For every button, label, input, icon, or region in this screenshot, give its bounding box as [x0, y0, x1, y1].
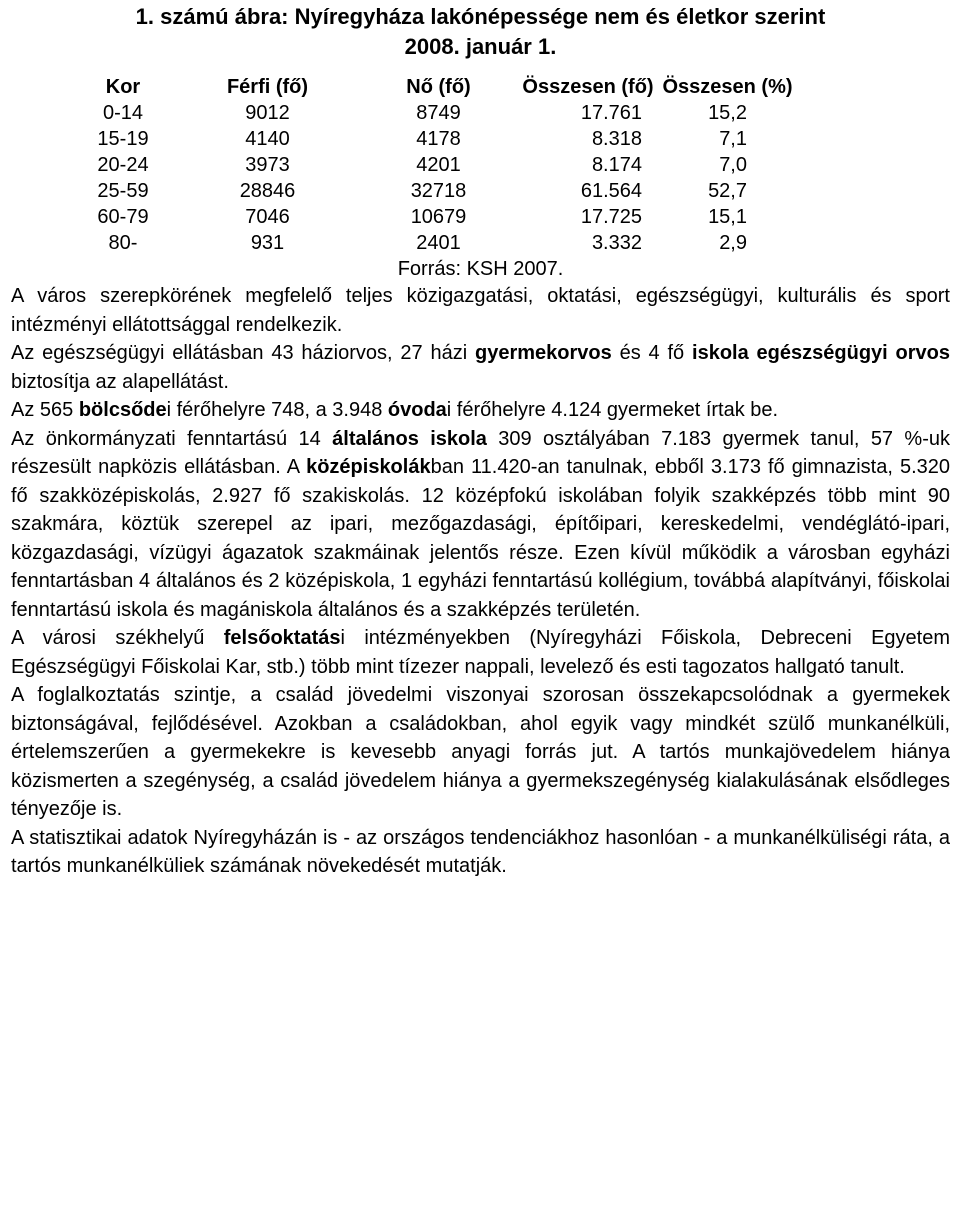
cell-total	[516, 178, 660, 204]
cell-female: 4178	[416, 128, 461, 150]
header-total: Összesen (fő)	[522, 76, 654, 98]
cell-percent-value: 2,9	[719, 232, 747, 254]
cell-percent	[660, 152, 795, 178]
paragraph-text: i intézményekben (Nyíregyházi Főiskola, Debreceni Egyetem Egészségügyi Főiskolai Kar, stb.) több mint tízezer nappali, levelező és esti tagozatos hallgató tanult.	[11, 627, 950, 678]
cell-total-value: 8.174	[591, 154, 642, 176]
cell-total-value: 61.564	[580, 180, 642, 202]
header-male: Férfi (fő)	[226, 76, 309, 98]
table-row	[72, 152, 795, 178]
cell-total	[516, 204, 660, 230]
table-row	[72, 204, 795, 230]
figure-title-line-2: 2008. január 1.	[404, 34, 557, 59]
paragraph-text: Az 565	[11, 399, 79, 421]
paragraph-city-role: A város szerepkörének megfelelő teljes közigazgatási, oktatási, egészségügyi, kulturális és sport intézményi ellátottsággal rendelkezik.	[11, 285, 950, 336]
cell-percent-value: 7,1	[719, 128, 747, 150]
table-row	[72, 178, 795, 204]
cell-total-value: 8.318	[591, 128, 642, 150]
cell-male: 9012	[245, 102, 290, 124]
cell-percent-value: 15,2	[708, 102, 747, 124]
paragraph-statistics: A statisztikai adatok Nyíregyházán is - az országos tendenciákhoz hasonlóan - a munkanélküliségi ráta, a tartós munkanélküliek számának növekedését mutatják.	[11, 826, 950, 877]
cell-total	[516, 100, 660, 126]
bold-term: iskola egészségügyi orvos	[692, 342, 951, 364]
paragraph-text: ban 11.420-an tanulnak, ebből 3.173 fő gimnazista, 5.320 fő szakközépiskolás, 2.927 fő szakiskolás. 12 középfokú iskolában folyik szakképzés több mint 90 szakmára, köztük szerepel az ipari, mezőgazdasági, építőipari, kereskedelmi, vendéglátó-ipari, közgazdasági, vízügyi ágazatok szakmáinak jelentős része. Ezen kívül működik a városban egyházi fenntartásban 4 általános és 2 középiskola, 1 egyházi fenntartású kollégium, továbbá alapítványi, főiskolai fenntartású iskola és magániskola általános és a szakképzés területén.	[11, 456, 951, 621]
cell-percent-value: 7,0	[719, 154, 747, 176]
paragraph-healthcare	[11, 339, 950, 396]
table-header-row	[72, 74, 795, 100]
bold-term: bölcsőde	[78, 399, 167, 421]
paragraph-text: és 4 fő	[611, 342, 693, 364]
bold-term: középiskolák	[306, 456, 431, 478]
paragraph-text: i férőhelyre 4.124 gyermeket írtak be.	[446, 399, 779, 421]
cell-percent	[660, 204, 795, 230]
bold-term: felsőoktatás	[223, 627, 341, 649]
table-row	[72, 126, 795, 152]
cell-female: 8749	[416, 102, 461, 124]
cell-percent	[660, 100, 795, 126]
cell-age: 60-79	[97, 206, 149, 228]
cell-total-value: 3.332	[591, 232, 642, 254]
cell-female: 32718	[410, 180, 467, 202]
cell-total	[516, 126, 660, 152]
cell-age: 25-59	[97, 180, 149, 202]
paragraph-employment: A foglalkoztatás szintje, a család jövedelmi viszonyai szorosan összekapcsolódnak a gyermekek biztonságával, fejlődésével. Azokban a családokban, ahol egyik vagy mindkét szülő munkanélküli, értelemszerűen a gyermekekre is kevesebb anyagi forrás jut. A tartós munkajövedelem hiánya közismerten a szegénység, a család jövedelem hiánya a gyermekszegénység kialakulásának elsődleges tényezője is.	[11, 684, 950, 820]
figure-title	[11, 2, 950, 62]
header-total-percent: Összesen (%)	[662, 76, 793, 98]
document-page	[0, 2, 960, 1220]
cell-age: 20-24	[97, 154, 149, 176]
cell-female: 2401	[416, 232, 461, 254]
paragraph-text: Az önkormányzati fenntartású 14	[11, 427, 333, 450]
bold-term: általános iskola	[332, 427, 487, 450]
cell-total	[516, 152, 660, 178]
paragraph-nursery-kindergarten	[11, 396, 950, 425]
cell-total	[516, 230, 660, 256]
paragraph-schools	[11, 425, 950, 625]
cell-male: 931	[250, 232, 285, 254]
cell-female: 4201	[416, 154, 461, 176]
cell-percent-value: 52,7	[708, 180, 747, 202]
cell-male: 3973	[245, 154, 290, 176]
header-female: Nő (fő)	[406, 76, 471, 98]
cell-age: 0-14	[102, 102, 144, 124]
paragraph-text: Az egészségügyi ellátásban 43 háziorvos, 27 házi	[11, 342, 475, 364]
cell-percent	[660, 126, 795, 152]
paragraph-higher-education	[11, 624, 950, 681]
cell-male: 4140	[245, 128, 290, 150]
cell-percent	[660, 230, 795, 256]
paragraph-text: 309 osztályában 7.183 gyermek tanul, 57 %-uk részesült napközis ellátásban. A	[11, 427, 950, 478]
cell-age: 80-	[108, 232, 138, 254]
cell-female: 10679	[410, 206, 467, 228]
cell-percent	[660, 178, 795, 204]
header-age: Kor	[105, 76, 141, 98]
figure-title-line-1: 1. számú ábra: Nyíregyháza lakónépessége nem és életkor szerint	[135, 4, 826, 29]
paragraph-text: i férőhelyre 748, a 3.948	[166, 399, 388, 421]
table-source: Forrás: KSH 2007.	[397, 258, 564, 280]
bold-term: gyermekorvos	[475, 342, 612, 364]
cell-total-value: 17.725	[580, 206, 642, 228]
bold-term: óvoda	[387, 399, 447, 421]
paragraph-text: biztosítja az alapellátást.	[11, 370, 229, 393]
cell-percent-value: 15,1	[708, 206, 747, 228]
cell-male: 28846	[239, 180, 296, 202]
cell-male: 7046	[245, 206, 290, 228]
table-row	[72, 100, 795, 126]
population-table	[72, 74, 795, 256]
cell-total-value: 17.761	[580, 102, 642, 124]
cell-age: 15-19	[97, 128, 149, 150]
table-row	[72, 230, 795, 256]
paragraph-text: A városi székhelyű	[11, 627, 224, 649]
